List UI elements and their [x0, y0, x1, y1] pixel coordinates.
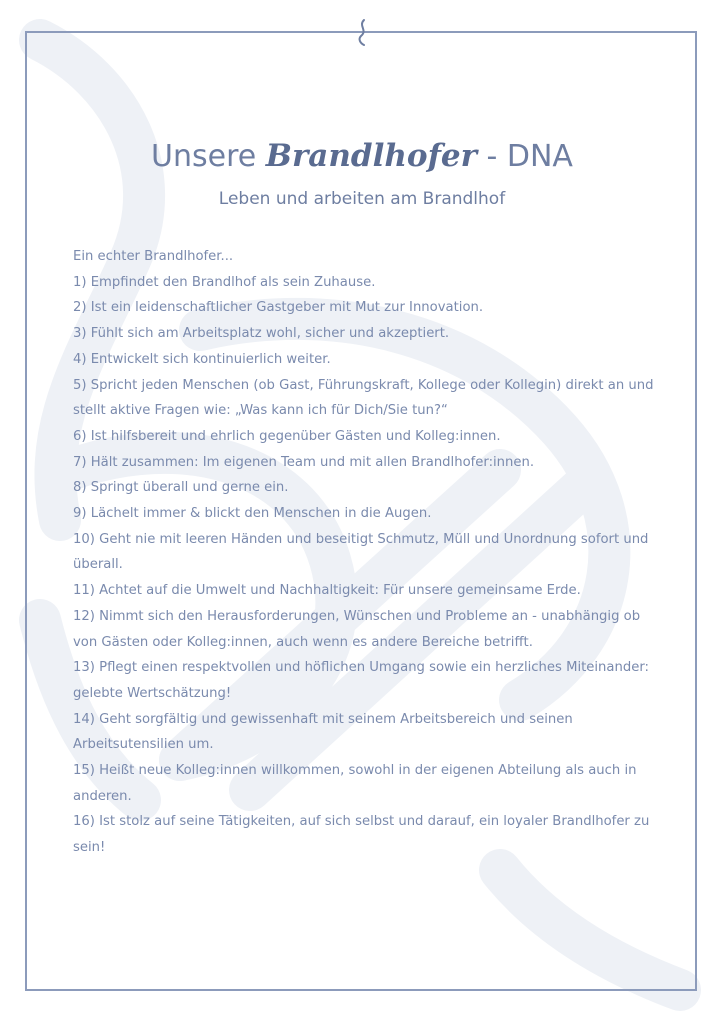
- list-item: 4) Entwickelt sich kontinuierlich weiter.: [73, 351, 331, 367]
- list-item: 8) Springt überall und gerne ein.: [73, 480, 289, 496]
- list-item: 1) Empfindet den Brandlhof als sein Zuhause.: [73, 274, 376, 290]
- dna-list: [73, 244, 663, 861]
- title-suffix: - DNA: [476, 139, 573, 174]
- intro-text: Ein echter Brandlhofer...: [73, 249, 234, 264]
- list-item: 6) Ist hilfsbereit und ehrlich gegenüber Gästen und Kolleg:innen.: [73, 428, 501, 444]
- list-item: 11) Achtet auf die Umwelt und Nachhaltigkeit: Für unsere gemeinsame Erde.: [73, 583, 581, 599]
- list-item: 16) Ist stolz auf seine Tätigkeiten, auf sich selbst und darauf, ein loyaler Brandlhofer zu sein!: [73, 814, 650, 856]
- title-prefix: Unsere: [151, 139, 266, 174]
- list-item: 5) Spricht jeden Menschen (ob Gast, Führungskraft, Kollege oder Kollegin) direkt an und stellt aktive Fragen wie: „Was kann ich für Dich/Sie tun?“: [73, 377, 654, 419]
- list-item: 10) Geht nie mit leeren Händen und beseitigt Schmutz, Müll und Unordnung sofort und überall.: [73, 531, 649, 573]
- title-brand: Brandlhofer: [265, 138, 477, 174]
- page-title: [0, 138, 724, 174]
- list-item: 7) Hält zusammen: Im eigenen Team und mit allen Brandlhofer:innen.: [73, 454, 535, 470]
- list-item: 9) Lächelt immer & blickt den Menschen in die Augen.: [73, 506, 432, 522]
- list-item: 12) Nimmt sich den Herausforderungen, Wünschen und Probleme an - unabhängig ob von Gästen oder Kolleg:innen, auch wenn es andere Bereiche betrifft.: [73, 608, 641, 650]
- list-item: 2) Ist ein leidenschaftlicher Gastgeber mit Mut zur Innovation.: [73, 300, 484, 316]
- list-item: 13) Pflegt einen respektvollen und höflichen Umgang sowie ein herzliches Miteinander: gelebte Wertschätzung!: [73, 660, 649, 701]
- list-item: 3) Fühlt sich am Arbeitsplatz wohl, sicher und akzeptiert.: [73, 326, 450, 342]
- page-subtitle: Leben und arbeiten am Brandlhof: [218, 189, 506, 209]
- list-item: 15) Heißt neue Kolleg:innen willkommen, sowohl in der eigenen Abteilung als auch in anderen.: [73, 763, 637, 804]
- list-item: 14) Geht sorgfältig und gewissenhaft mit seinem Arbeitsbereich und seinen Arbeitsutensilien um.: [73, 711, 573, 753]
- swirl-ornament-icon: [352, 18, 372, 48]
